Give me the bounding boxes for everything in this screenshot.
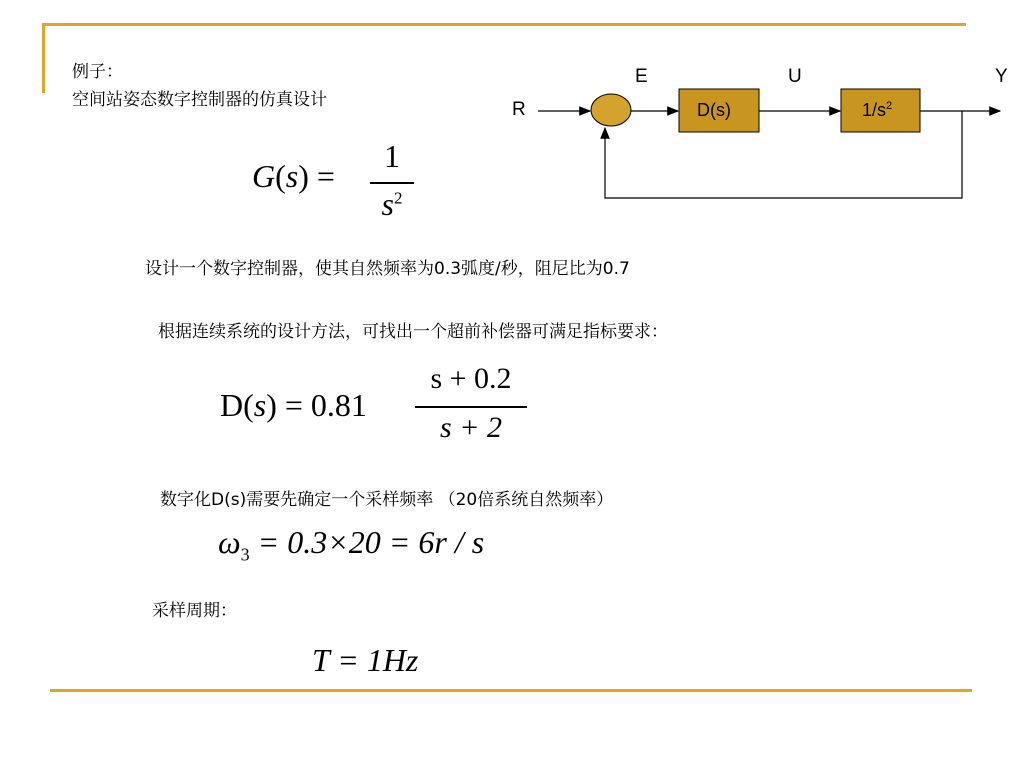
eq-gs-numerator: 1	[384, 138, 400, 174]
eq-period: T = 1Hz	[312, 642, 419, 678]
eq-ds-lhs: D(s) = 0.81	[220, 387, 367, 423]
eq-omega: $\omega_3 = 0.3\times 20 = 6r / s$	[218, 524, 485, 565]
eq-ds-numerator: s + 0.2	[430, 362, 512, 395]
design-goal-text: 设计一个数字控制器，使其自然频率为0.3弧度/秒，阻尼比为0.7	[145, 259, 630, 279]
eq-gs-denominator: $s^2$	[381, 186, 403, 222]
summing-junction	[591, 94, 631, 126]
lead-compensator-text: 根据连续系统的设计方法，可找出一个超前补偿器可满足指标要求：	[158, 322, 668, 342]
example-label: 例子：	[72, 62, 123, 82]
sampling-period-label: 采样周期：	[152, 601, 237, 621]
top-rule	[44, 23, 966, 26]
example-title: 空间站姿态数字控制器的仿真设计	[72, 90, 327, 110]
control-block-diagram	[500, 60, 1020, 210]
eq-ds-denominator: s + 2	[440, 411, 502, 444]
controller-block-label: D(s)	[697, 100, 731, 120]
error-label-e: E	[635, 66, 648, 87]
control-label-u: U	[788, 66, 802, 87]
sampling-frequency-text: 数字化D(s)需要先确定一个采样频率 （20倍系统自然频率）	[160, 490, 614, 510]
eq-gs-fraction-bar	[370, 182, 414, 184]
eq-ds-fraction-bar	[415, 406, 527, 408]
input-label-r: R	[512, 99, 526, 120]
bottom-rule	[50, 689, 972, 692]
plant-block-label: $1/s^2$	[862, 100, 893, 120]
eq-gs-lhs: G(s) =	[252, 158, 335, 194]
output-label-y: Y	[995, 66, 1008, 87]
left-accent-bar	[42, 23, 45, 93]
